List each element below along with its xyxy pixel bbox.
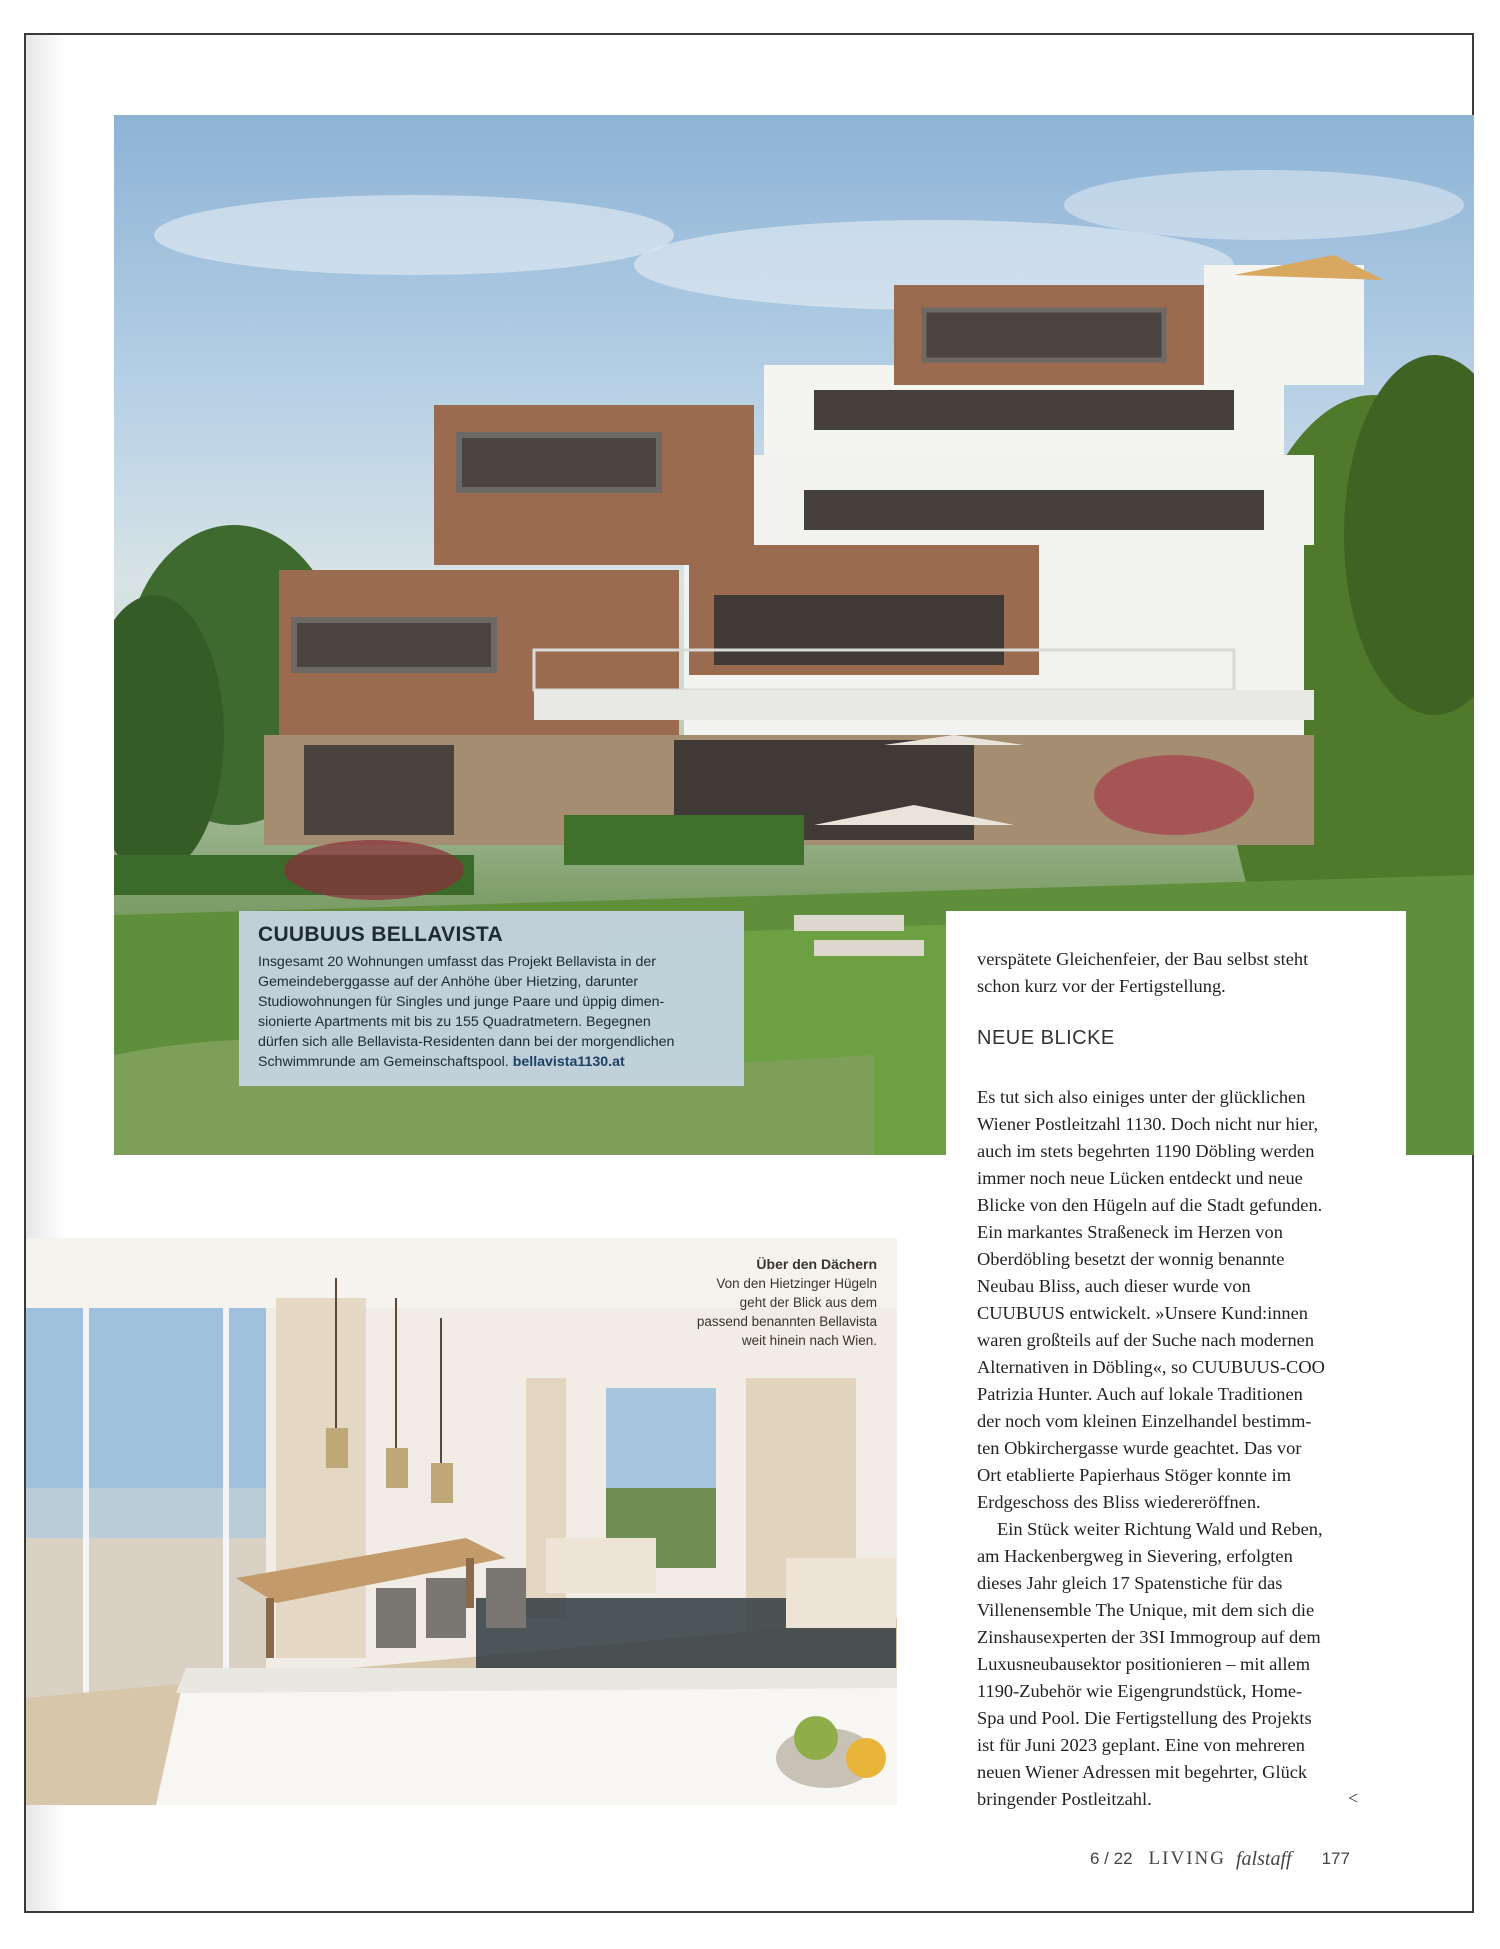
text-line: Ort etablierte Papierhaus Stöger konnte im <box>977 1465 1292 1485</box>
page-number: 177 <box>1321 1849 1350 1868</box>
text-line: schon kurz vor der Fertigstellung. <box>977 976 1226 996</box>
text-line: Neubau Bliss, auch dieser wurde von <box>977 1276 1251 1296</box>
section-heading: NEUE BLICKE <box>977 1027 1115 1049</box>
interior-caption-line: geht der Blick aus dem <box>739 1295 877 1310</box>
text-line: Es tut sich also einiges unter der glücklichen <box>977 1087 1306 1107</box>
text-line: Ein Stück weiter Richtung Wald und Reben, <box>997 1519 1323 1539</box>
issue-number: 6 / 22 <box>1090 1849 1133 1868</box>
text-line: verspätete Gleichenfeier, der Bau selbst steht <box>977 949 1309 969</box>
caption-line: sionierte Apartments mit bis zu 155 Quadratmetern. Begegnen <box>258 1014 651 1030</box>
caption-line: Insgesamt 20 Wohnungen umfasst das Projekt Bellavista in der <box>258 954 656 970</box>
text-line: Spa und Pool. Die Fertigstellung des Projekts <box>977 1708 1312 1728</box>
text-line: Zinshausexperten der 3SI Immogroup auf dem <box>977 1627 1321 1647</box>
text-line: Luxusneubausektor positionieren – mit allem <box>977 1654 1311 1674</box>
interior-caption-line: weit hinein nach Wien. <box>741 1333 877 1348</box>
caption-body <box>258 952 725 1072</box>
text-line: Alternativen in Döbling«, so CUUBUUS-COO <box>977 1357 1325 1377</box>
text-line: dieses Jahr gleich 17 Spatenstiche für das <box>977 1573 1283 1593</box>
text-line: 1190-Zubehör wie Eigengrundstück, Home- <box>977 1681 1303 1701</box>
caption-line <box>258 1052 725 1072</box>
caption-title: CUUBUUS BELLAVISTA <box>258 923 503 946</box>
text-line: Blicke von den Hügeln auf die Stadt gefunden. <box>977 1195 1323 1215</box>
text-line: Oberdöbling besetzt der wonnig benannte <box>977 1249 1285 1269</box>
caption-line-text: Schwimmrunde am Gemeinschaftspool. <box>258 1054 509 1070</box>
text-line: auch im stets begehrten 1190 Döbling werden <box>977 1141 1315 1161</box>
caption-line: Gemeindeberggasse auf der Anhöhe über Hietzing, darunter <box>258 974 639 990</box>
text-line: Villenensemble The Unique, mit dem sich die <box>977 1600 1315 1620</box>
article-end-mark: < <box>1348 1788 1359 1808</box>
caption-line: dürfen sich alle Bellavista-Residenten dann bei der morgendlichen <box>258 1034 675 1050</box>
magazine-section: LIVING <box>1148 1848 1226 1869</box>
text-line: der noch vom kleinen Einzelhandel bestimm- <box>977 1411 1312 1431</box>
interior-caption <box>617 1254 877 1350</box>
text-line: bringender Postleitzahl. <box>977 1789 1152 1809</box>
paragraph-1 <box>977 1084 1397 1516</box>
interior-caption-line: passend benannten Bellavista <box>696 1314 877 1329</box>
text-line: neuen Wiener Adressen mit begehrter, Glück <box>977 1762 1308 1782</box>
text-line: Erdgeschoss des Bliss wiedereröffnen. <box>977 1492 1261 1512</box>
text-line: Ein markantes Straßeneck im Herzen von <box>977 1222 1283 1242</box>
text-line: Wiener Postleitzahl 1130. Doch nicht nur hier, <box>977 1114 1319 1134</box>
caption-line: Studiowohnungen für Singles und junge Paare und üppig dimen- <box>258 994 665 1010</box>
text-line: Patrizia Hunter. Auch auf lokale Traditionen <box>977 1384 1303 1404</box>
article-continuation <box>977 946 1397 1000</box>
interior-caption-title: Über den Dächern <box>756 1256 877 1272</box>
text-line: am Hackenbergweg in Sievering, erfolgten <box>977 1546 1293 1566</box>
website-link[interactable]: bellavista1130.at <box>512 1054 625 1070</box>
text-line: immer noch neue Lücken entdeckt und neue <box>977 1168 1303 1188</box>
interior-caption-line: Von den Hietzinger Hügeln <box>716 1276 877 1291</box>
paragraph-2 <box>977 1516 1397 1813</box>
text-line: ist für Juni 2023 geplant. Eine von mehreren <box>977 1735 1305 1755</box>
article-body <box>977 1084 1397 1813</box>
page-footer <box>1090 1845 1350 1873</box>
text-line: waren großteils auf der Suche nach modernen <box>977 1330 1315 1350</box>
magazine-brand-logo: falstaff <box>1235 1847 1292 1870</box>
interior-image <box>26 1238 897 1805</box>
text-line: CUUBUUS entwickelt. »Unsere Kund:innen <box>977 1303 1308 1323</box>
text-line: ten Obkirchergasse wurde geachtet. Das vor <box>977 1438 1302 1458</box>
project-caption-box <box>239 911 744 1086</box>
